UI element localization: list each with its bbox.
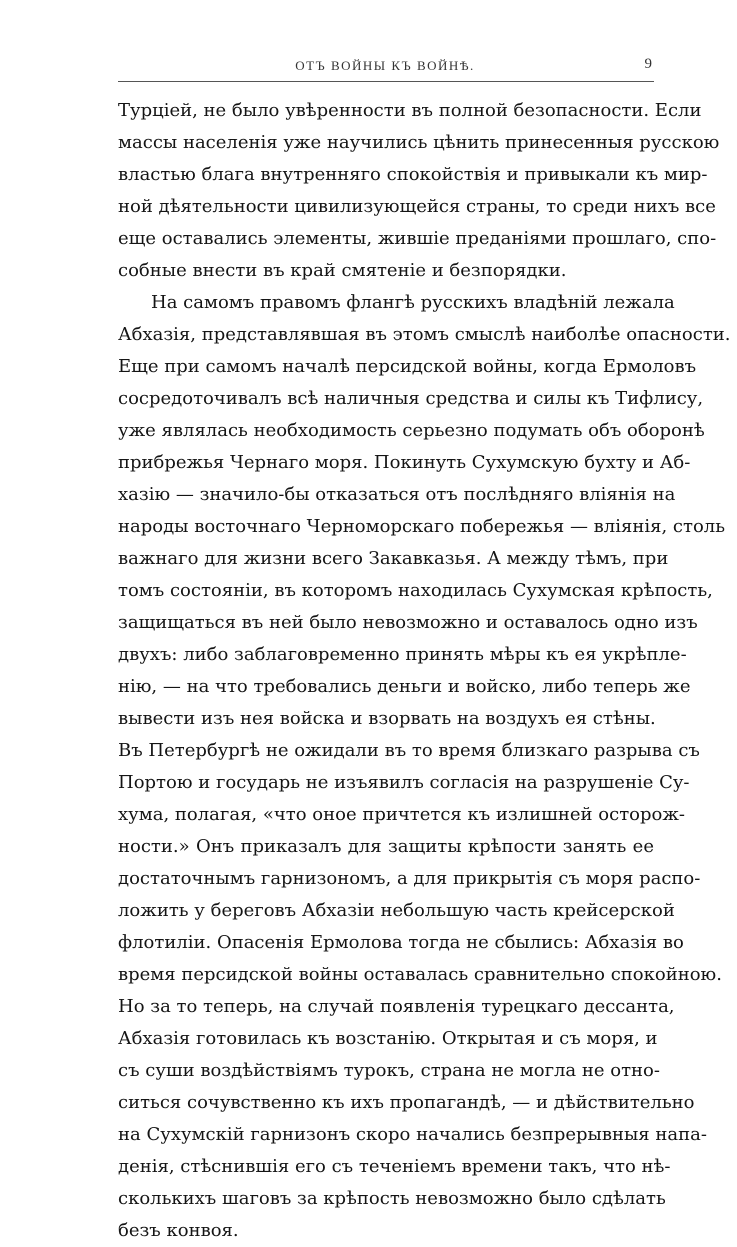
text-line: денія, стѣснившія его съ теченіемъ времени такъ, что нѣ- — [118, 1156, 671, 1177]
body-text — [118, 95, 731, 1247]
text-line: достаточнымъ гарнизономъ, а для прикрытія съ моря распо- — [118, 868, 701, 889]
text-line: массы населенія уже научились цѣнить принесенныя русскою — [118, 132, 720, 153]
text-line: властью блага внутренняго спокойствія и привыкали къ мир- — [118, 164, 708, 185]
text-line: хума, полагая, «что оное причтется къ излишней осторож- — [118, 804, 685, 825]
text-line: съ суши воздѣйствіямъ турокъ, страна не могла не отно- — [118, 1060, 660, 1081]
text-line: сосредоточивалъ всѣ наличныя средства и силы къ Тифлису, — [118, 388, 704, 409]
text-line: Въ Петербургѣ не ожидали въ то время близкаго разрыва съ — [118, 740, 700, 761]
text-line: Еще при самомъ началѣ персидской войны, когда Ермоловъ — [118, 356, 697, 377]
text-line: прибрежья Чернаго моря. Покинуть Сухумскую бухту и Аб- — [118, 452, 691, 473]
text-line: еще оставались элементы, жившіе преданіями прошлаго, спо- — [118, 228, 717, 249]
running-header — [118, 58, 652, 80]
text-line: хазію — значило-бы отказаться отъ послѣдняго вліянія на — [118, 484, 676, 505]
running-title: ОТЪ ВОЙНЫ КЪ ВОЙНѢ. — [295, 58, 475, 73]
text-line: уже являлась необходимость серьезно подумать объ оборонѣ — [118, 420, 705, 441]
text-line: защищаться въ ней было невозможно и оставалось одно изъ — [118, 612, 698, 633]
page-number: 9 — [644, 56, 652, 72]
text-line: Турціей, не было увѣренности въ полной безопасности. Если — [118, 100, 702, 121]
text-line: ной дѣятельности цивилизующейся страны, то среди нихъ все — [118, 196, 716, 217]
text-line: Портою и государь не изъявилъ согласія на разрушеніе Су- — [118, 772, 690, 793]
text-line: На самомъ правомъ флангѣ русскихъ владѣній лежала — [151, 292, 675, 313]
text-line: время персидской войны оставалась сравнительно спокойною. — [118, 964, 722, 985]
text-line: нію, — на что требовались деньги и войско, либо теперь же — [118, 676, 691, 697]
text-line: ложить у береговъ Абхазіи небольшую часть крейсерской — [118, 900, 675, 921]
text-line: флотиліи. Опасенія Ермолова тогда не сбылись: Абхазія во — [118, 932, 684, 953]
header-rule — [118, 81, 654, 82]
text-line: на Сухумскій гарнизонъ скоро начались безпрерывныя напа- — [118, 1124, 707, 1145]
text-line: вывести изъ нея войска и взорвать на воздухъ ея стѣны. — [118, 708, 656, 729]
text-line: Абхазія, представлявшая въ этомъ смыслѣ наиболѣе опасности. — [118, 324, 731, 345]
text-line: томъ состояніи, въ которомъ находилась Сухумская крѣпость, — [118, 580, 713, 601]
text-line: важнаго для жизни всего Закавказья. А между тѣмъ, при — [118, 548, 669, 569]
text-line: сколькихъ шаговъ за крѣпость невозможно было сдѣлать — [118, 1188, 666, 1209]
text-line: ситься сочувственно къ ихъ пропагандѣ, — и дѣйствительно — [118, 1092, 695, 1113]
text-line: безъ конвоя. — [118, 1220, 239, 1241]
text-line: Абхазія готовилась къ возстанію. Открытая и съ моря, и — [118, 1028, 658, 1049]
text-line: двухъ: либо заблаговременно принять мѣры къ ея укрѣпле- — [118, 644, 687, 665]
text-line: ности.» Онъ приказалъ для защиты крѣпости занять ее — [118, 836, 654, 857]
text-line: собные внести въ край смятеніе и безпорядки. — [118, 260, 567, 281]
text-line: Но за то теперь, на случай появленія турецкаго дессанта, — [118, 996, 675, 1017]
text-line: народы восточнаго Черноморскаго побережья — вліянія, столь — [118, 516, 726, 537]
